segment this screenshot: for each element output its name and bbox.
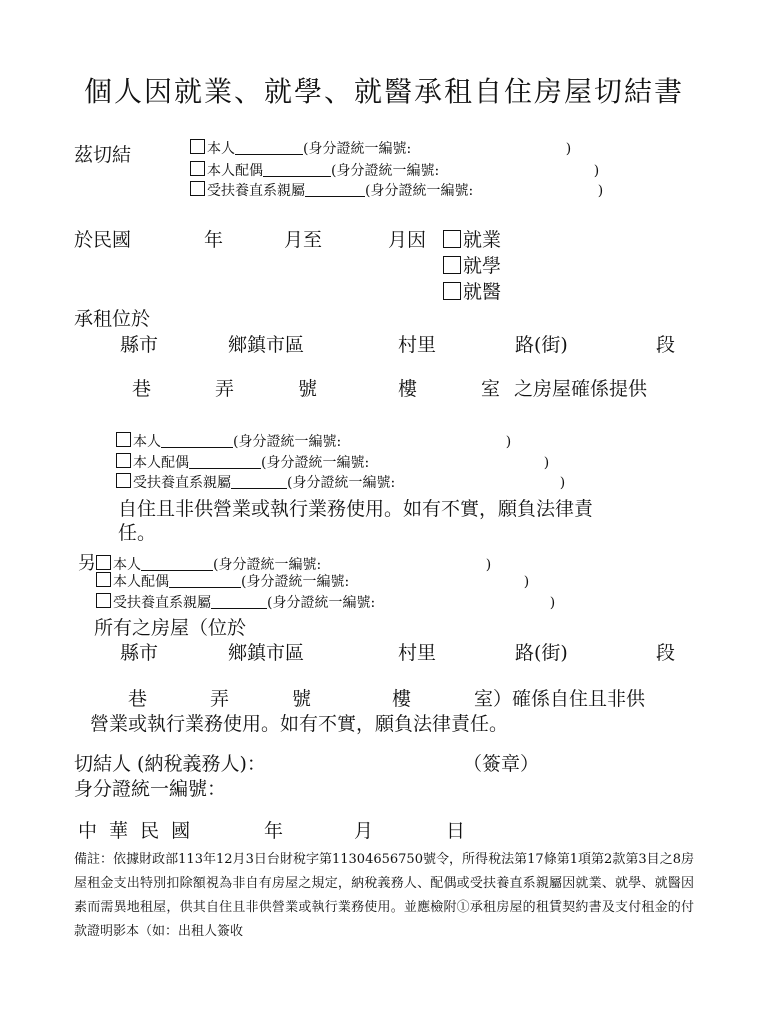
other-spouse-checkbox[interactable] [96, 572, 111, 587]
date-year: 年 [204, 229, 224, 251]
addr2-lane: 巷 [132, 378, 152, 400]
self-use-statement-3: 營業或執行業務使用。如有不實，願負法律責任。 [90, 713, 509, 735]
dependent-checkbox[interactable] [190, 181, 205, 196]
signature-mark[interactable]: （簽章） [463, 753, 540, 775]
self-use-statement-2: 任。 [118, 522, 157, 544]
provided-self-checkbox[interactable] [116, 432, 131, 447]
addr1-township: 鄉鎮市區 [228, 334, 305, 356]
addr1-section: 段 [656, 334, 676, 356]
other-dependent-blank[interactable] [211, 594, 267, 609]
rent-at-label: 承租位於 [74, 308, 151, 330]
addr2-number: 號 [298, 378, 318, 400]
declarant-spouse-row: 本人配偶 (身分證統一編號: ) [190, 160, 599, 180]
reason-employment: 就業 [443, 225, 501, 252]
other-self-blank[interactable] [141, 556, 213, 571]
provided-spouse-blank[interactable] [189, 454, 261, 469]
addr4-number: 號 [292, 688, 312, 710]
addr4-lane: 巷 [128, 688, 148, 710]
other-dependent-row: 受扶養直系親屬 (身分證統一編號: ) [96, 592, 555, 612]
signer-label: 切結人 (納稅義務人)： [74, 753, 266, 775]
provided-dependent-row: 受扶養直系親屬 (身分證統一編號: ) [116, 472, 565, 492]
addr2-tail: 之房屋確係提供 [514, 378, 648, 400]
addr3-township: 鄉鎮市區 [228, 642, 305, 664]
addr2-room: 室 [481, 378, 501, 400]
self-checkbox[interactable] [190, 139, 205, 154]
date-month-because: 月因 [388, 229, 427, 251]
date-month-to: 月至 [284, 229, 323, 251]
other-spouse-row: 本人配偶 (身分證統一編號: ) [96, 571, 529, 591]
roc-date-year: 年 [264, 820, 284, 842]
declarant-dependent-row: 受扶養直系親屬 (身分證統一編號: ) [190, 180, 603, 200]
remarks-note: 備註：依據財政部113年12月3日台財稅字第11304656750號令，所得稅法第17條第1項第2款第3目之8房屋租金支出特別扣除額視為非自有房屋之規定，納稅義務人、配偶或受扶養直系親屬因就業、就學、就醫因素而需異地租屋，供其自住且非供營業或執行業務使用。並應檢附①承租房屋的租賃契約書及支付租金的付款證明影本（如：出租人簽收 [74, 852, 694, 939]
dependent-name-blank[interactable] [305, 182, 365, 197]
roc-date-label: 中 華 民 國 [78, 820, 194, 842]
addr3-village: 村里 [398, 642, 437, 664]
addr1-county: 縣市 [120, 334, 159, 356]
roc-date-day: 日 [446, 820, 466, 842]
spouse-name-blank[interactable] [263, 162, 331, 177]
provided-spouse-checkbox[interactable] [116, 453, 131, 468]
provided-dependent-checkbox[interactable] [116, 473, 131, 488]
other-spouse-blank[interactable] [169, 573, 241, 588]
other-dependent-checkbox[interactable] [96, 593, 111, 608]
other-self-checkbox[interactable] [96, 555, 111, 570]
addr4-floor: 樓 [392, 688, 412, 710]
addr3-section: 段 [656, 642, 676, 664]
provided-dependent-blank[interactable] [231, 474, 287, 489]
addr2-alley: 弄 [215, 378, 235, 400]
addr4-tail: 室）確係自住且非供 [474, 688, 646, 710]
study-checkbox[interactable] [443, 256, 461, 274]
roc-date-month: 月 [354, 820, 374, 842]
provided-self-row: 本人 (身分證統一編號: ) [116, 431, 511, 451]
reason-study: 就學 [443, 251, 501, 278]
reason-medical: 就醫 [443, 277, 501, 304]
addr2-floor: 樓 [398, 378, 418, 400]
declarant-self-row: 本人 (身分證統一編號: ) [190, 138, 571, 158]
addr1-village: 村里 [398, 334, 437, 356]
id-number-label: 身分證統一編號： [74, 778, 227, 800]
provided-self-blank[interactable] [161, 433, 233, 448]
self-use-statement-1: 自住且非供營業或執行業務使用。如有不實，願負法律責 [118, 498, 594, 520]
employment-checkbox[interactable] [443, 230, 461, 248]
addr1-road: 路(街) [515, 334, 568, 356]
self-name-blank[interactable] [235, 140, 303, 155]
spouse-checkbox[interactable] [190, 161, 205, 176]
page-title: 個人因就業、就學、就醫承租自住房屋切結書 [83, 75, 684, 108]
other-self-row: 另 本人 (身分證統一編號: ) [78, 553, 492, 574]
date-prefix: 於民國 [74, 229, 132, 251]
own-house-label: 所有之房屋（位於 [94, 617, 247, 639]
provided-spouse-row: 本人配偶 (身分證統一編號: ) [116, 452, 549, 472]
addr4-alley: 弄 [210, 688, 230, 710]
intro-label: 茲切結 [74, 144, 132, 166]
medical-checkbox[interactable] [443, 282, 461, 300]
addr3-road: 路(街) [515, 642, 568, 664]
addr3-county: 縣市 [120, 642, 159, 664]
